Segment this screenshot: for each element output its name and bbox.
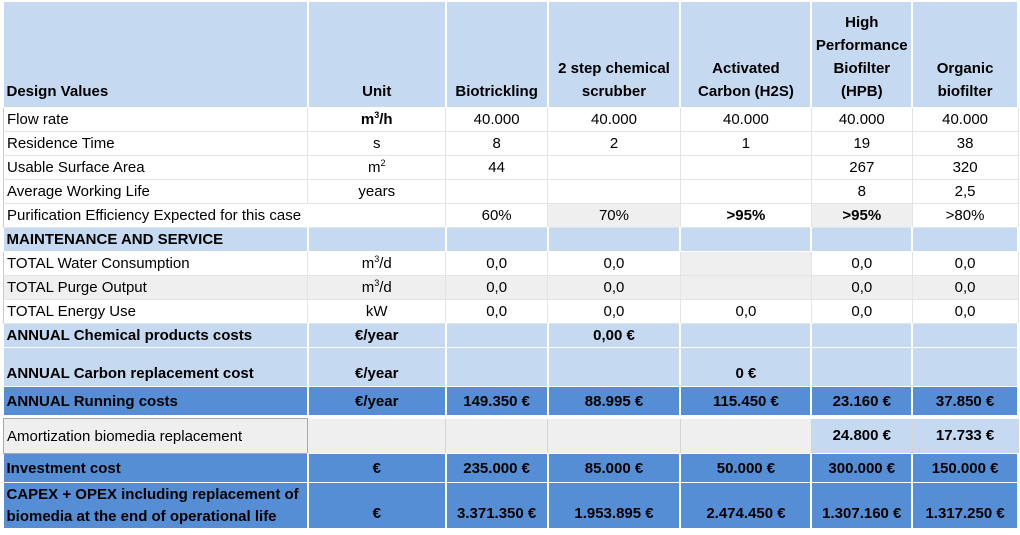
value-cell: 0,0 [811, 276, 912, 300]
header-biotrickling: Biotrickling [446, 2, 548, 108]
table-row [4, 454, 1019, 483]
section-header-row [4, 228, 1019, 252]
row-label: CAPEX + OPEX including replacement of biomedia at the end of operational life [4, 483, 308, 529]
value-cell [680, 156, 811, 180]
value-cell: 8 [446, 132, 548, 156]
value-cell: 70% [548, 204, 681, 228]
value-cell: 0,0 [912, 276, 1018, 300]
value-cell: 88.995 € [548, 387, 681, 416]
row-label: Purification Efficiency Expected for this case [4, 204, 446, 228]
value-cell: 1.953.895 € [548, 483, 681, 529]
row-label: ANNUAL Carbon replacement cost [4, 348, 308, 387]
value-cell [680, 180, 811, 204]
value-cell: >95% [680, 204, 811, 228]
section-title: MAINTENANCE AND SERVICE [4, 228, 308, 252]
table-row [4, 156, 1019, 180]
unit-cell: € [308, 454, 446, 483]
value-cell [912, 348, 1018, 387]
table-row [4, 387, 1019, 416]
value-cell: 85.000 € [548, 454, 681, 483]
value-cell: 50.000 € [680, 454, 811, 483]
unit-cell: €/year [308, 348, 446, 387]
value-cell: 115.450 € [680, 387, 811, 416]
value-cell [548, 180, 681, 204]
unit-cell: kW [308, 300, 446, 324]
value-cell [548, 156, 681, 180]
value-cell: 2 [548, 132, 681, 156]
row-label: Usable Surface Area [4, 156, 308, 180]
value-cell: 0,0 [548, 252, 681, 276]
unit-cell: s [308, 132, 446, 156]
value-cell: 300.000 € [811, 454, 912, 483]
row-label: Residence Time [4, 132, 308, 156]
value-cell [446, 419, 548, 454]
header-organic-biofilter: Organic biofilter [912, 2, 1018, 108]
value-cell: 0,0 [912, 300, 1018, 324]
table-row [4, 180, 1019, 204]
unit-cell: years [308, 180, 446, 204]
value-cell: 8 [811, 180, 912, 204]
unit-cell: €/year [308, 387, 446, 416]
value-cell: 38 [912, 132, 1018, 156]
unit-cell: $m^3/h$ [308, 108, 446, 132]
unit-cell: $m^3/d$ [308, 252, 446, 276]
row-label: Investment cost [4, 454, 308, 483]
unit-cell: € [308, 483, 446, 529]
header-activated-carbon: Activated Carbon (H2S) [680, 2, 811, 108]
value-cell: 267 [811, 156, 912, 180]
unit-cell: €/year [308, 324, 446, 348]
value-cell [680, 324, 811, 348]
table-row [4, 204, 1019, 228]
value-cell: 2,5 [912, 180, 1018, 204]
table-row [4, 252, 1019, 276]
header-unit: Unit [308, 2, 446, 108]
value-cell [680, 252, 811, 276]
value-cell: 2.474.450 € [680, 483, 811, 529]
value-cell: 23.160 € [811, 387, 912, 416]
unit-cell: $m^2$ [308, 156, 446, 180]
value-cell [446, 348, 548, 387]
value-cell: 0,0 [446, 252, 548, 276]
value-cell: 40.000 [680, 108, 811, 132]
value-cell: 1 [680, 132, 811, 156]
value-cell [446, 180, 548, 204]
value-cell: 0,0 [446, 300, 548, 324]
table-row [4, 276, 1019, 300]
header-hpb: High Performance Biofilter (HPB) [811, 2, 912, 108]
value-cell: 37.850 € [912, 387, 1018, 416]
table-row [4, 419, 1019, 454]
row-label: Amortization biomedia replacement [4, 419, 308, 454]
table-row [4, 348, 1019, 387]
table-row [4, 483, 1019, 529]
value-cell: 0 € [680, 348, 811, 387]
value-cell: 0,0 [680, 300, 811, 324]
value-cell: 40.000 [811, 108, 912, 132]
value-cell: 0,00 € [548, 324, 681, 348]
value-cell: 24.800 € [811, 419, 912, 454]
value-cell: >95% [811, 204, 912, 228]
table-row [4, 324, 1019, 348]
value-cell: 17.733 € [912, 419, 1018, 454]
value-cell: 0,0 [811, 300, 912, 324]
value-cell: 0,0 [548, 276, 681, 300]
value-cell: 3.371.350 € [446, 483, 548, 529]
row-label: TOTAL Water Consumption [4, 252, 308, 276]
row-label: Flow rate [4, 108, 308, 132]
value-cell: >80% [912, 204, 1018, 228]
design-values-table [3, 2, 1019, 529]
value-cell: 0,0 [548, 300, 681, 324]
value-cell: 0,0 [811, 252, 912, 276]
row-label: ANNUAL Chemical products costs [4, 324, 308, 348]
row-label: TOTAL Energy Use [4, 300, 308, 324]
header-chemical-scrubber: 2 step chemical scrubber [548, 2, 681, 108]
table-row [4, 132, 1019, 156]
value-cell: 320 [912, 156, 1018, 180]
value-cell: 40.000 [912, 108, 1018, 132]
table-row [4, 300, 1019, 324]
value-cell: 149.350 € [446, 387, 548, 416]
value-cell: 235.000 € [446, 454, 548, 483]
value-cell [548, 419, 681, 454]
value-cell: 40.000 [548, 108, 681, 132]
value-cell: 1.317.250 € [912, 483, 1018, 529]
value-cell: 40.000 [446, 108, 548, 132]
header-row [4, 2, 1019, 108]
value-cell: 1.307.160 € [811, 483, 912, 529]
header-design: Design Values [4, 2, 308, 108]
value-cell [912, 324, 1018, 348]
value-cell [680, 276, 811, 300]
row-label: Average Working Life [4, 180, 308, 204]
value-cell: 44 [446, 156, 548, 180]
row-label: ANNUAL Running costs [4, 387, 308, 416]
table-row [4, 108, 1019, 132]
value-cell [446, 324, 548, 348]
value-cell [680, 419, 811, 454]
value-cell [548, 348, 681, 387]
row-label: TOTAL Purge Output [4, 276, 308, 300]
value-cell: 60% [446, 204, 548, 228]
value-cell [811, 324, 912, 348]
value-cell [811, 348, 912, 387]
value-cell: 0,0 [446, 276, 548, 300]
value-cell: 0,0 [912, 252, 1018, 276]
value-cell: 19 [811, 132, 912, 156]
value-cell: 150.000 € [912, 454, 1018, 483]
unit-cell: $m^3/d$ [308, 276, 446, 300]
